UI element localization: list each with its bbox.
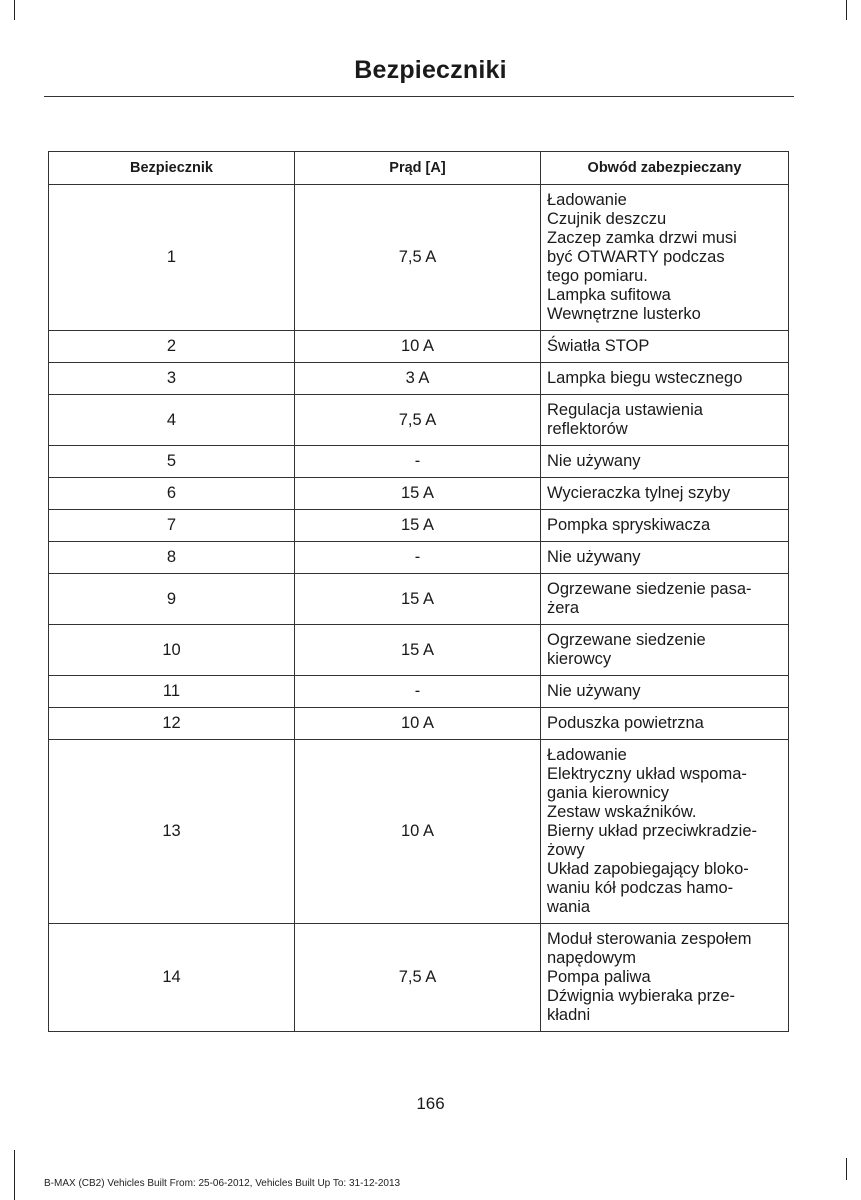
fuse-circuit-cell [541,331,789,363]
circuit-line: Ładowanie [547,191,627,209]
table-row [49,395,789,446]
fuse-current-cell: 7,5 A [295,924,541,1032]
table-row [49,924,789,1032]
fuse-number-cell: 4 [49,395,295,446]
fuse-number-cell: 13 [49,740,295,924]
fuse-number-cell: 3 [49,363,295,395]
circuit-line: Dźwignia wybieraka prze- [547,987,735,1005]
circuit-line: Moduł sterowania zespołem [547,930,752,948]
circuit-line: Czujnik deszczu [547,210,667,228]
fuse-circuit-cell [541,625,789,676]
circuit-line: Nie używany [547,452,641,470]
header-current: Prąd [A] [295,152,541,185]
circuit-line: gania kierownicy [547,784,669,802]
circuit-line: być OTWARTY podczas [547,248,725,266]
fuse-current-cell: 3 A [295,363,541,395]
table-row [49,478,789,510]
circuit-line: Lampka biegu wstecznego [547,369,743,387]
circuit-line: Ogrzewane siedzenie [547,631,706,649]
fuse-current-cell: 10 A [295,331,541,363]
table-row [49,740,789,924]
fuse-number-cell: 11 [49,676,295,708]
table-row [49,363,789,395]
circuit-line: wania [547,898,591,916]
table-row [49,625,789,676]
fuse-number-cell: 8 [49,542,295,574]
fuse-current-cell: - [295,446,541,478]
circuit-line: Światła STOP [547,337,650,355]
page-title: Bezpieczniki [354,56,507,84]
title-divider [44,96,794,97]
fuse-current-cell: 10 A [295,740,541,924]
circuit-line: kładni [547,1006,591,1024]
header-fuse: Bezpiecznik [49,152,295,185]
table-row [49,446,789,478]
fuse-current-cell: 7,5 A [295,185,541,331]
fuse-circuit-cell [541,740,789,924]
crop-mark-top-right-vertical [846,0,847,20]
fuse-circuit-cell [541,395,789,446]
fuse-circuit-cell [541,478,789,510]
circuit-line: Bierny układ przeciwkradzie- [547,822,757,840]
circuit-line: żowy [547,841,585,859]
circuit-line: Zestaw wskaźników. [547,803,697,821]
fuse-circuit-cell [541,363,789,395]
fuse-current-cell: - [295,676,541,708]
fuse-number-cell: 5 [49,446,295,478]
fuse-table [48,151,789,1032]
circuit-line: Regulacja ustawienia [547,401,703,419]
page-number: 166 [416,1094,445,1113]
fuse-circuit-cell [541,185,789,331]
circuit-line: waniu kół podczas hamo- [547,879,734,897]
circuit-line: Ładowanie [547,746,627,764]
fuse-number-cell: 7 [49,510,295,542]
circuit-line: żera [547,599,580,617]
circuit-line: Układ zapobiegający bloko- [547,860,749,878]
fuse-current-cell: - [295,542,541,574]
fuse-table-body [49,185,789,1032]
fuse-number-cell: 2 [49,331,295,363]
fuse-circuit-cell [541,574,789,625]
fuse-current-cell: 15 A [295,510,541,542]
circuit-line: Nie używany [547,682,641,700]
fuse-circuit-cell [541,676,789,708]
footer-text: B-MAX (CB2) Vehicles Built From: 25-06-2012, Vehicles Built Up To: 31-12-2013 [44,1178,401,1189]
circuit-line: tego pomiaru. [547,267,648,285]
fuse-current-cell: 15 A [295,478,541,510]
fuse-current-cell: 10 A [295,708,541,740]
circuit-line: Wycieraczka tylnej szyby [547,484,731,502]
table-header-row [49,152,789,185]
circuit-line: Pompka spryskiwacza [547,516,711,534]
table-row [49,676,789,708]
fuse-number-cell: 6 [49,478,295,510]
fuse-circuit-cell [541,510,789,542]
circuit-line: Ogrzewane siedzenie pasa- [547,580,752,598]
circuit-line: Elektryczny układ wspoma- [547,765,747,783]
circuit-line: reflektorów [547,420,628,438]
table-row [49,574,789,625]
fuse-current-cell: 7,5 A [295,395,541,446]
circuit-line: Wewnętrzne lusterko [547,305,701,323]
circuit-line: Pompa paliwa [547,968,651,986]
fuse-current-cell: 15 A [295,625,541,676]
fuse-current-cell: 15 A [295,574,541,625]
crop-mark-bottom-right-vertical [846,1158,847,1180]
circuit-line: napędowym [547,949,636,967]
fuse-circuit-cell [541,542,789,574]
crop-mark-bottom-left-vertical [14,1150,15,1200]
header-circuit: Obwód zabezpieczany [541,152,789,185]
fuse-number-cell: 1 [49,185,295,331]
table-row [49,331,789,363]
fuse-circuit-cell [541,446,789,478]
circuit-line: Poduszka powietrzna [547,714,704,732]
fuse-number-cell: 14 [49,924,295,1032]
fuse-circuit-cell [541,924,789,1032]
circuit-line: kierowcy [547,650,612,668]
circuit-line: Nie używany [547,548,641,566]
circuit-line: Zaczep zamka drzwi musi [547,229,737,247]
circuit-line: Lampka sufitowa [547,286,671,304]
fuse-circuit-cell [541,708,789,740]
fuse-number-cell: 12 [49,708,295,740]
fuse-number-cell: 9 [49,574,295,625]
table-row [49,510,789,542]
fuse-number-cell: 10 [49,625,295,676]
crop-mark-top-left-vertical [14,0,15,20]
table-row [49,708,789,740]
table-row [49,542,789,574]
table-row [49,185,789,331]
